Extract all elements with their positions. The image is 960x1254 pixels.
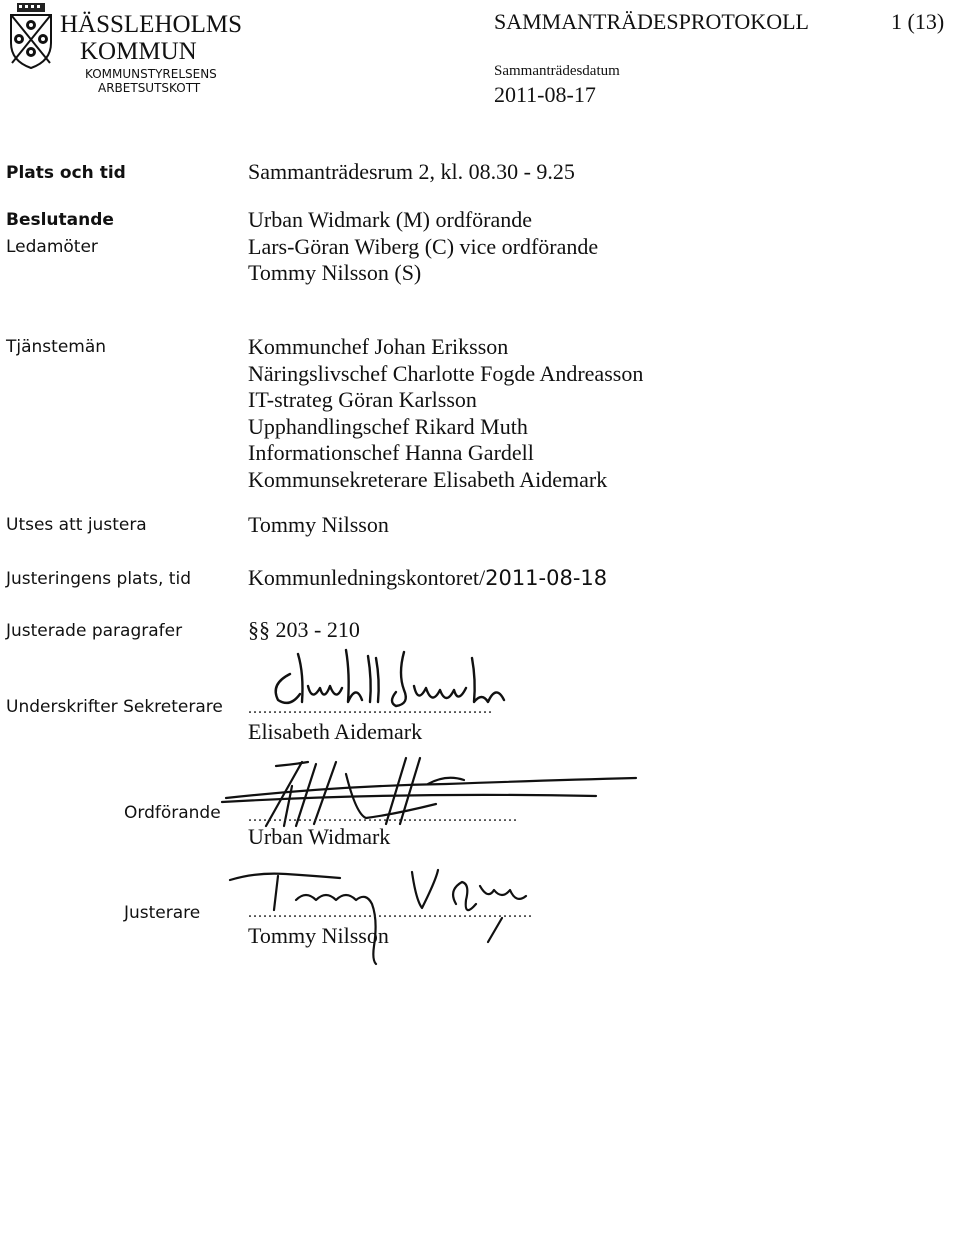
officials-label: Tjänstemän (6, 337, 107, 357)
adjuster-name: Tommy Nilsson (248, 923, 389, 948)
adjust-place-date: 2011-08-18 (485, 566, 608, 590)
official-line: Näringslivschef Charlotte Fogde Andreasson (248, 360, 644, 386)
adjuster-signature-line: ......................................................... (248, 904, 533, 921)
official-line: Kommunchef Johan Eriksson (248, 334, 509, 359)
chair-signature-line: ...................................................... (248, 808, 518, 825)
paragraphs-value: §§ 203 - 210 (248, 617, 360, 642)
adjust-place-label: Justeringens plats, tid (6, 569, 191, 589)
adjuster-value: Tommy Nilsson (248, 512, 389, 537)
paragraphs-label: Justerade paragrafer (6, 621, 183, 641)
org-name-line2: KOMMUN (80, 38, 197, 65)
place-time-label: Plats och tid (6, 163, 126, 183)
chair-name: Urban Widmark (248, 824, 391, 849)
secretary-name: Elisabeth Aidemark (248, 719, 423, 744)
member-line: Urban Widmark (M) ordförande (248, 207, 533, 232)
meeting-date: 2011-08-17 (494, 82, 596, 107)
member-line: Lars-Göran Wiberg (C) vice ordförande (248, 233, 599, 259)
signatures-heading: Underskrifter (6, 697, 118, 717)
members-label: Ledamöter (6, 237, 98, 257)
secretary-signature-line: ................................................. (248, 700, 493, 717)
officials-list (248, 334, 643, 493)
official-line: Kommunsekreterare Elisabeth Aidemark (248, 466, 608, 492)
place-time-value: Sammanträdesrum 2, kl. 08.30 - 9.25 (248, 159, 575, 184)
page-number: 1 (13) (891, 9, 945, 34)
adjuster-signature-label: Justerare (124, 903, 201, 923)
deciding-label: Beslutande (6, 210, 114, 230)
adjust-place-value (248, 565, 607, 592)
org-sub-line2: ARBETSUTSKOTT (98, 81, 201, 95)
official-line: IT-strateg Göran Karlsson (248, 387, 477, 412)
secretary-label: Sekreterare (123, 697, 223, 717)
document-type: SAMMANTRÄDESPROTOKOLL (494, 9, 809, 34)
official-line: Upphandlingschef Rikard Muth (248, 413, 528, 439)
members-list (248, 207, 598, 287)
official-line: Informationschef Hanna Gardell (248, 440, 534, 465)
adjuster-label: Utses att justera (6, 515, 147, 535)
municipal-crest (8, 3, 54, 69)
date-label: Sammanträdesdatum (494, 63, 620, 79)
chair-label: Ordförande (124, 803, 221, 823)
org-name-line1: HÄSSLEHOLMS (60, 11, 242, 38)
member-line: Tommy Nilsson (S) (248, 260, 422, 285)
org-sub-line1: KOMMUNSTYRELSENS (85, 67, 217, 81)
crest-shield-icon (8, 3, 54, 69)
signatures-label (6, 697, 223, 717)
adjust-place-text: Kommunledningskontoret/ (248, 565, 486, 590)
